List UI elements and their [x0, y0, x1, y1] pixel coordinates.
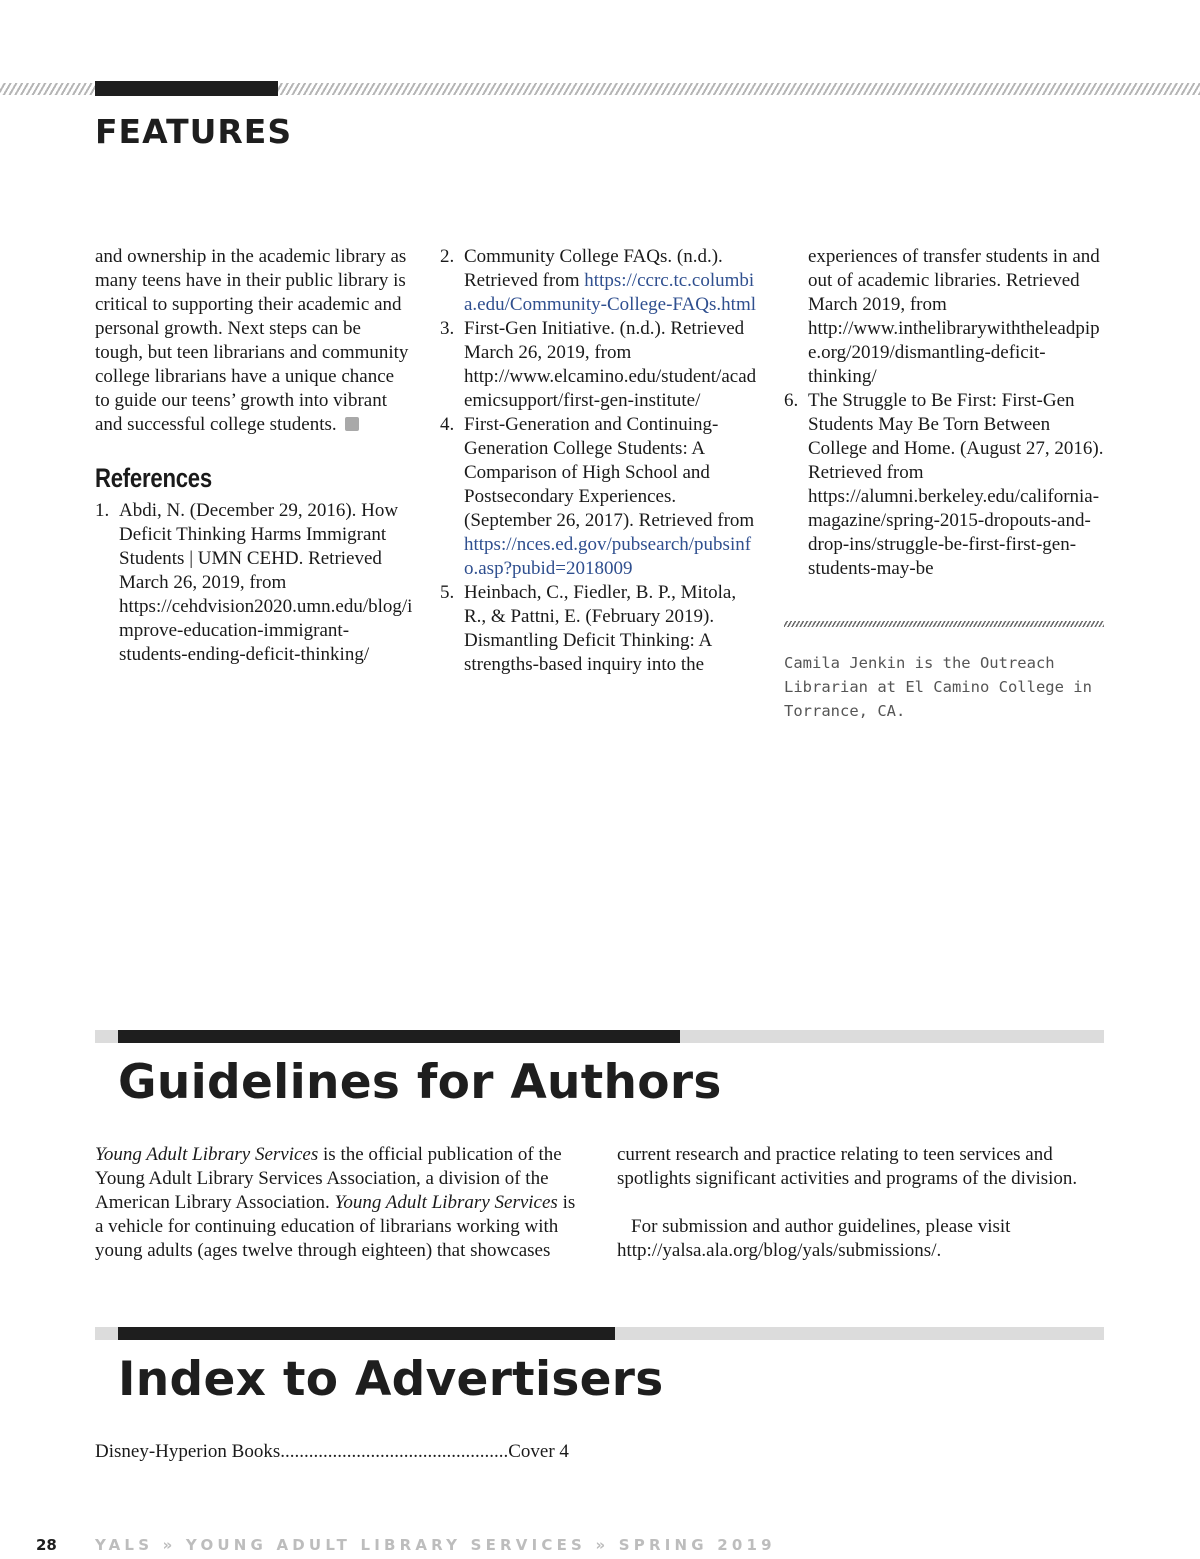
header-bar [95, 81, 278, 96]
reference-item: 5. Heinbach, C., Fiedler, B. P., Mitola, R., & Pattni, E. (February 2019). Dismantling Deficit Thinking: A strengths-based inquiry into the [440, 582, 737, 675]
section-label: FEATURES [95, 112, 293, 151]
reference-item: 2. Community College FAQs. (n.d.). Retrieved from https://ccrc.tc.columbia.edu/Community-College-FAQs.html [440, 246, 757, 315]
running-footer: YALS » YOUNG ADULT LIBRARY SERVICES » SPRING 2019 [95, 1536, 776, 1554]
guidelines-title: Guidelines for Authors [118, 1055, 722, 1110]
guidelines-paragraph: Young Adult Library Services is the official publication of the Young Adult Library Services Association, a division of the American Library Association. Young Adult Library Services is a vehicle for continuing education of librarians working with young adults (ages twelve through eighteen) that showcases [95, 1144, 576, 1261]
reference-item: 1. Abdi, N. (December 29, 2016). How Deficit Thinking Harms Immigrant Students | UMN CEHD. Retrieved March 26, 2019, from https://cehdvision2020.umn.edu/blog/improve-education-immigrant-students-ending-deficit-thinking/ [95, 500, 413, 665]
advertiser-entry: Disney-Hyperion Books................................................Cover 4 [95, 1441, 569, 1462]
guidelines-column-1 [95, 1143, 585, 1263]
bio-divider [784, 621, 1104, 627]
column-2 [440, 245, 762, 677]
references-list-cont [440, 245, 762, 677]
references-list-cont [784, 245, 1106, 581]
reference-item: 4. First-Generation and Continuing-Generation College Students: A Comparison of High School and Postsecondary Experiences. (September 26, 2017). Retrieved from https://nces.ed.gov/pubsearch/pubsinfo.asp?pubid=2018009 [440, 414, 755, 579]
references-heading: References [95, 463, 212, 493]
guidelines-band-dark [118, 1030, 680, 1043]
column-1 [95, 245, 413, 667]
guidelines-submission: For submission and author guidelines, please visit http://yalsa.ala.org/blog/yals/submissions/. [617, 1216, 1011, 1261]
reference-link[interactable]: https://nces.ed.gov/pubsearch/pubsinfo.asp?pubid=2018009 [464, 534, 752, 579]
advertisers-title: Index to Advertisers [118, 1352, 664, 1407]
reference-item: 3. First-Gen Initiative. (n.d.). Retrieved March 26, 2019, from http://www.elcamino.edu/student/academicsupport/first-gen-institute/ [440, 318, 757, 411]
reference-item: 6. The Struggle to Be First: First-Gen Students May Be Torn Between College and Home. (August 27, 2016). Retrieved from https://alumni.berkeley.edu/california-magazine/spring-2015-dropouts-and-drop-ins/struggle-be-first-first-gen-students-may-be [784, 390, 1104, 579]
body-paragraph: and ownership in the academic library as many teens have in their public library is critical to supporting their academic and personal growth. Next steps can be tough, but teen librarians and community college librarians have a unique chance to guide our teens’ growth into vibrant and successful college students. [95, 246, 409, 435]
page-number: 28 [36, 1536, 57, 1554]
author-bio: Camila Jenkin is the Outreach Librarian at El Camino College in Torrance, CA. [784, 654, 1092, 720]
guidelines-column-2: current research and practice relating to teen services and spotlights significant activities and programs of the division. [617, 1144, 1078, 1189]
reference-item-continued: experiences of transfer students in and out of academic libraries. Retrieved March 2019, from http://www.inthelibrarywiththeleadpipe.org/2019/dismantling-deficit-thinking/ [808, 246, 1100, 387]
end-mark-icon [345, 417, 359, 431]
reference-text: Abdi, N. (December 29, 2016). How Deficit Thinking Harms Immigrant Students | UMN CEHD. Retrieved March 26, 2019, from https://cehdvision2020.umn.edu/blog/improve-education-immigrant-students-ending-deficit-thinking/ [119, 500, 413, 665]
advertisers-band-dark [118, 1327, 615, 1340]
reference-link[interactable]: https://ccrc.tc.columbia.edu/Community-College-FAQs.html [464, 270, 757, 315]
column-3 [784, 245, 1106, 581]
references-list [95, 499, 413, 667]
body-text [95, 245, 413, 437]
